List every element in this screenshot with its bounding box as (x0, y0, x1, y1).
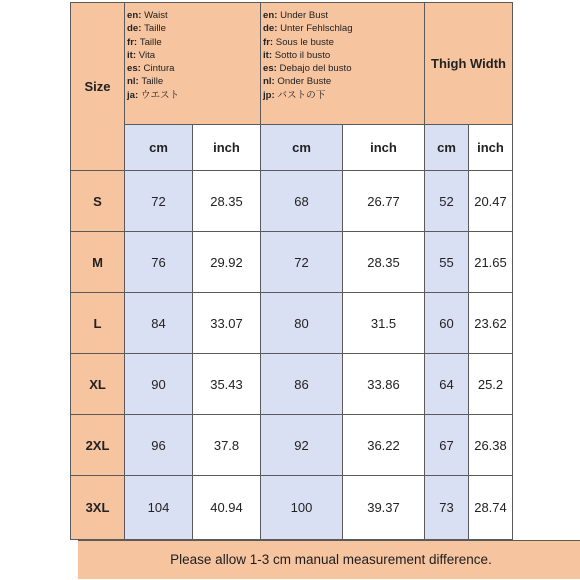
size-label: L (71, 293, 125, 354)
thigh-cm: 67 (425, 415, 469, 476)
waist-inch: 33.07 (193, 293, 261, 354)
thigh-cm: 64 (425, 354, 469, 415)
waist-cm: 84 (125, 293, 193, 354)
measurement-note: Please allow 1-3 cm manual measurement difference. (78, 540, 580, 579)
waist-lang-line: fr: Taille (127, 36, 162, 48)
waist-header (125, 3, 261, 125)
table-row (71, 354, 513, 415)
waist-lang-line: en: Waist (127, 10, 168, 21)
bust-lang-line: fr: Sous le buste (263, 36, 334, 48)
bust-cm: 92 (261, 415, 343, 476)
bust-inch: 28.35 (343, 232, 425, 293)
bust-cm: 86 (261, 354, 343, 415)
bust-inch: 36.22 (343, 415, 425, 476)
bust-cm: 100 (261, 476, 343, 540)
waist-cm: 72 (125, 171, 193, 232)
units-row (71, 125, 513, 171)
size-chart (8, 0, 572, 580)
bust-lang-line: it: Sotto il busto (263, 49, 331, 61)
size-label: 3XL (71, 476, 125, 540)
table-row (71, 415, 513, 476)
thigh-inch: 23.62 (469, 293, 513, 354)
size-header: Size (71, 3, 125, 171)
waist-lang-line: ja: ウエスト (127, 89, 180, 101)
bust-cm: 72 (261, 232, 343, 293)
waist-cm: 104 (125, 476, 193, 540)
bust-lang-line: jp: バストの下 (263, 89, 326, 101)
unit-cm: cm (425, 125, 469, 171)
table-row (71, 232, 513, 293)
size-table (70, 2, 513, 540)
thigh-cm: 73 (425, 476, 469, 540)
thigh-inch: 26.38 (469, 415, 513, 476)
size-label: 2XL (71, 415, 125, 476)
bust-inch: 39.37 (343, 476, 425, 540)
size-label: XL (71, 354, 125, 415)
thigh-cm: 55 (425, 232, 469, 293)
thigh-inch: 25.2 (469, 354, 513, 415)
thigh-cm: 52 (425, 171, 469, 232)
waist-lang-line: de: Taille (127, 23, 166, 35)
waist-inch: 37.8 (193, 415, 261, 476)
waist-cm: 96 (125, 415, 193, 476)
bust-lang-line: en: Under Bust (263, 10, 329, 21)
thigh-width-header: Thigh Width (425, 3, 513, 125)
bust-inch: 31.5 (343, 293, 425, 354)
waist-inch: 29.92 (193, 232, 261, 293)
unit-cm: cm (125, 125, 193, 171)
thigh-inch: 20.47 (469, 171, 513, 232)
waist-inch: 28.35 (193, 171, 261, 232)
size-label: S (71, 171, 125, 232)
bust-inch: 26.77 (343, 171, 425, 232)
thigh-inch: 21.65 (469, 232, 513, 293)
thigh-inch: 28.74 (469, 476, 513, 540)
size-label: M (71, 232, 125, 293)
unit-inch: inch (193, 125, 261, 171)
unit-inch: inch (469, 125, 513, 171)
bust-inch: 33.86 (343, 354, 425, 415)
unit-inch: inch (343, 125, 425, 171)
thigh-cm: 60 (425, 293, 469, 354)
bust-lang-line: de: Unter Fehlschlag (263, 23, 353, 35)
waist-lang-line: es: Cintura (127, 63, 175, 75)
waist-inch: 35.43 (193, 354, 261, 415)
under-bust-header (261, 3, 425, 125)
waist-cm: 90 (125, 354, 193, 415)
bust-cm: 80 (261, 293, 343, 354)
bust-cm: 68 (261, 171, 343, 232)
bust-lang-line: es: Debajo del busto (263, 63, 352, 75)
waist-lang-line: nl: Taille (127, 76, 164, 88)
table-row (71, 171, 513, 232)
unit-cm: cm (261, 125, 343, 171)
bust-lang-line: nl: Onder Buste (263, 76, 332, 88)
waist-cm: 76 (125, 232, 193, 293)
table-row (71, 476, 513, 540)
waist-inch: 40.94 (193, 476, 261, 540)
table-row (71, 293, 513, 354)
header-row (71, 3, 513, 125)
waist-lang-line: it: Vita (127, 49, 156, 61)
